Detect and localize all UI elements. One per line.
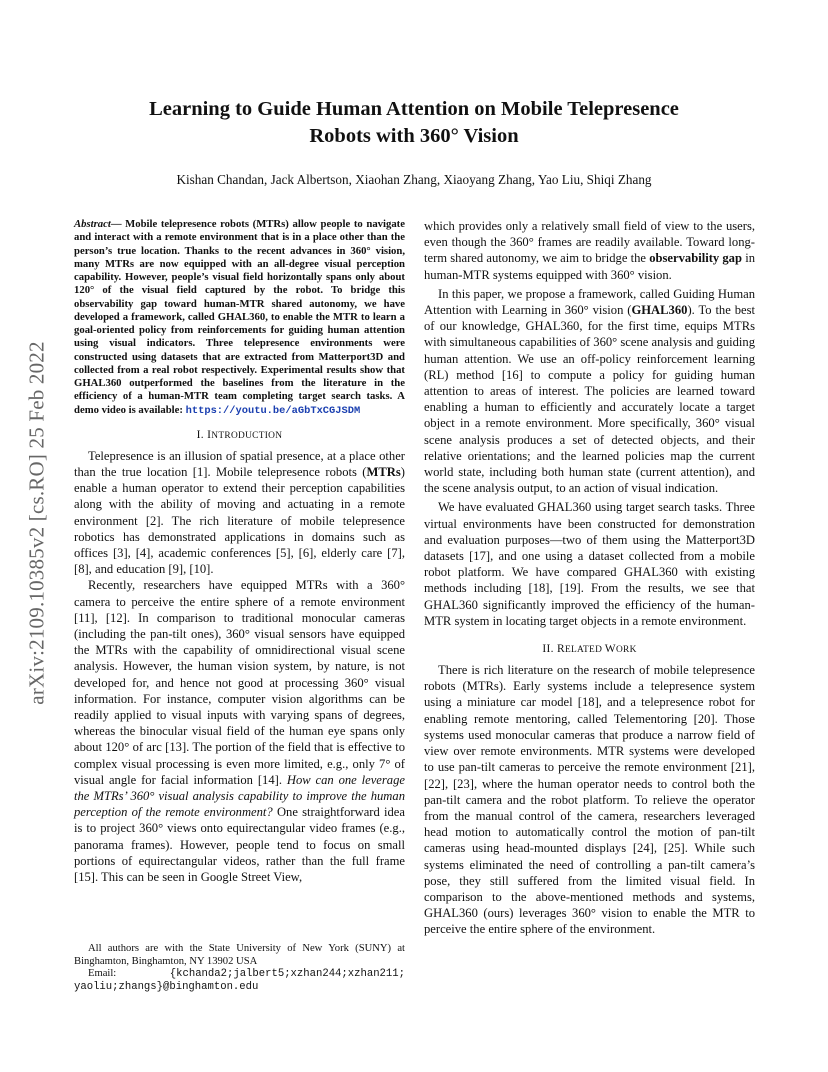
intro-paragraph-5: We have evaluated GHAL360 using target search tasks. Three virtual environments have been constructed for demonstration and evaluation purposes—two of them using the Matterport3D datasets [17], and one using a dataset collected from a mobile robot platform. We have compared GHAL360 with existing methods including [18], [19]. From the results, we see that GHAL360 significantly improved the efficiency of the human-MTR system in locating target objects in a remote environment. bbox=[424, 500, 755, 628]
paper-title bbox=[60, 96, 768, 150]
footnote-email-domain: yaoliu;zhangs}@binghamton.edu bbox=[74, 981, 259, 994]
title-line-1: Learning to Guide Human Attention on Mobile Telepresence bbox=[149, 98, 679, 120]
arxiv-identifier: arXiv:2109.10385v2 [cs.RO] 25 Feb 2022 bbox=[24, 341, 49, 705]
abstract-label: Abstract bbox=[74, 218, 111, 230]
section-heading-introduction: I. INTRODUCTION bbox=[196, 428, 283, 441]
demo-video-link[interactable]: https://youtu.be/aGbTxCGJSDM bbox=[185, 404, 361, 417]
related-work-paragraph-1: There is rich literature on the research of mobile telepresence robots (MTRs). Early systems include a telepresence system using a miniature car model [18], and a telepresence robot for enabling remote mentoring, called Telementoring [20]. Those systems used monocular cameras that produce a narrow field of view over remote environments. MTR systems were developed to use pan-tilt cameras to perceive the remote environment [21], [22], [23], where the human operator needs to control both the pan-tilt camera and the robot platform. To relieve the operator from the manual control of the camera, researchers leveraged head motion to automatically control the motion of pan-tilt cameras using head-mounted displays [24], [25]. While such systems eliminated the need of controlling a pan-tilt camera’s pose, they still suffered from the limited visual field. In comparison to the above-mentioned methods and systems, GHAL360 (ours) leverages 360° vision to enable the MTR to perceive the entire sphere of the environment. bbox=[424, 663, 755, 937]
right-column bbox=[424, 218, 755, 938]
intro-paragraph-3: which provides only a relatively small field of view to the users, even though the 360° frames are readily available. Toward long-term shared autonomy, we aim to bridge the observability gap in human-MTR systems equipped with 360° vision. bbox=[424, 219, 756, 282]
intro-paragraph-1: Telepresence is an illusion of spatial presence, at a place other than the true location [1]. Mobile telepresence robots (MTRs) enable a human operator to extend their perception capabilities along with the ability of moving and actuating in a remote environment [2]. The rich literature of mobile telepresence robotics has demonstrated applications in domains such as offices [3], [4], academic conferences [5], [6], elderly care [7], [8], and education [9], [10]. bbox=[74, 448, 405, 577]
arxiv-stamp bbox=[12, 288, 62, 758]
footnote-email: Email: {kchanda2;jalbert5;xzhan244;xzhan211; bbox=[88, 968, 405, 981]
abstract bbox=[74, 218, 405, 418]
intro-paragraph-2: Recently, researchers have equipped MTRs with a 360° camera to perceive the entire sphere of a remote environment [11], [12]. In comparison to traditional monocular cameras (including the pan-tilt ones), 360° visual sensors have equipped the MTRs with the capability of omnidirectional visual scene analysis. However, the human vision system, by nature, is not developed for, and hence not good at processing 360° visual information. For instance, computer vision algorithms can be readily applied to visual inputs with varying spans of degrees, whereas the binocular visual field of the human eye spans only about 120° of arc [13]. The portion of the field that is effective to complex visual processing is even more limited, e.g., only 7° of visual angle for facial information [14]. How can one leverage the MTRs’ 360° visual analysis capability to improve the human perception of the remote environment? One straightforward idea is to project 360° views onto equirectangular video frames (e.g., panorama frames). However, people tend to focus on small portions of equirectangular videos, rather than the full frame [15]. This can be seen in Google Street View, bbox=[74, 578, 405, 885]
abstract-text: — Mobile telepresence robots (MTRs) allow people to navigate and interact with a remote environment that is in a place other than the person’s true location. Thanks to the recent advances in 360° vision, many MTRs are now equipped with an all-degree visual perception capability. However, people’s visual field horizontally spans only about 120° of the visual field captured by the robot. To bridge this observability gap toward human-MTR shared autonomy, we have developed a framework, called GHAL360, to enable the MTR to learn a goal-oriented policy from reinforcements for guiding human attention using visual indicators. Three telepresence environments were constructed using datasets that are extracted from Matterport3D and collected from a real robot respectively. Experimental results show that GHAL360 outperformed the baselines from the literature in the efficiency of a human-MTR team completing target search tasks. A demo video is available: bbox=[74, 218, 405, 416]
intro-paragraph-4: In this paper, we propose a framework, called Guiding Human Attention with Learning in 360° vision (GHAL360). To the best of our knowledge, GHAL360, for the first time, equips MTRs with simultaneous capabilities of 360° scene analysis and guiding human attention. We use an off-policy reinforcement learning (RL) method [16] to compute a policy for guiding human attention to areas of interest. The policies are learned toward enabling a human to efficiently and accurately locate a target object in a remote environment. More specifically, 360° visual scene analysis produces a set of detected objects, and their relative orientations; and the learned policies map the current world state, including both human state (current attention), and the scene analysis output, to an action of visual indication. bbox=[424, 286, 756, 496]
section-heading-related-work: II. RELATED WORK bbox=[542, 643, 637, 656]
footnote-affiliation: All authors are with the State University of New York (SUNY) at Binghamton, Binghamton, NY 13902 USA bbox=[74, 943, 405, 967]
left-column bbox=[74, 218, 405, 885]
author-list: Kishan Chandan, Jack Albertson, Xiaohan Zhang, Xiaoyang Zhang, Yao Liu, Shiqi Zhang bbox=[176, 172, 652, 187]
footnote bbox=[74, 943, 405, 994]
title-line-2: Robots with 360° Vision bbox=[309, 125, 519, 147]
